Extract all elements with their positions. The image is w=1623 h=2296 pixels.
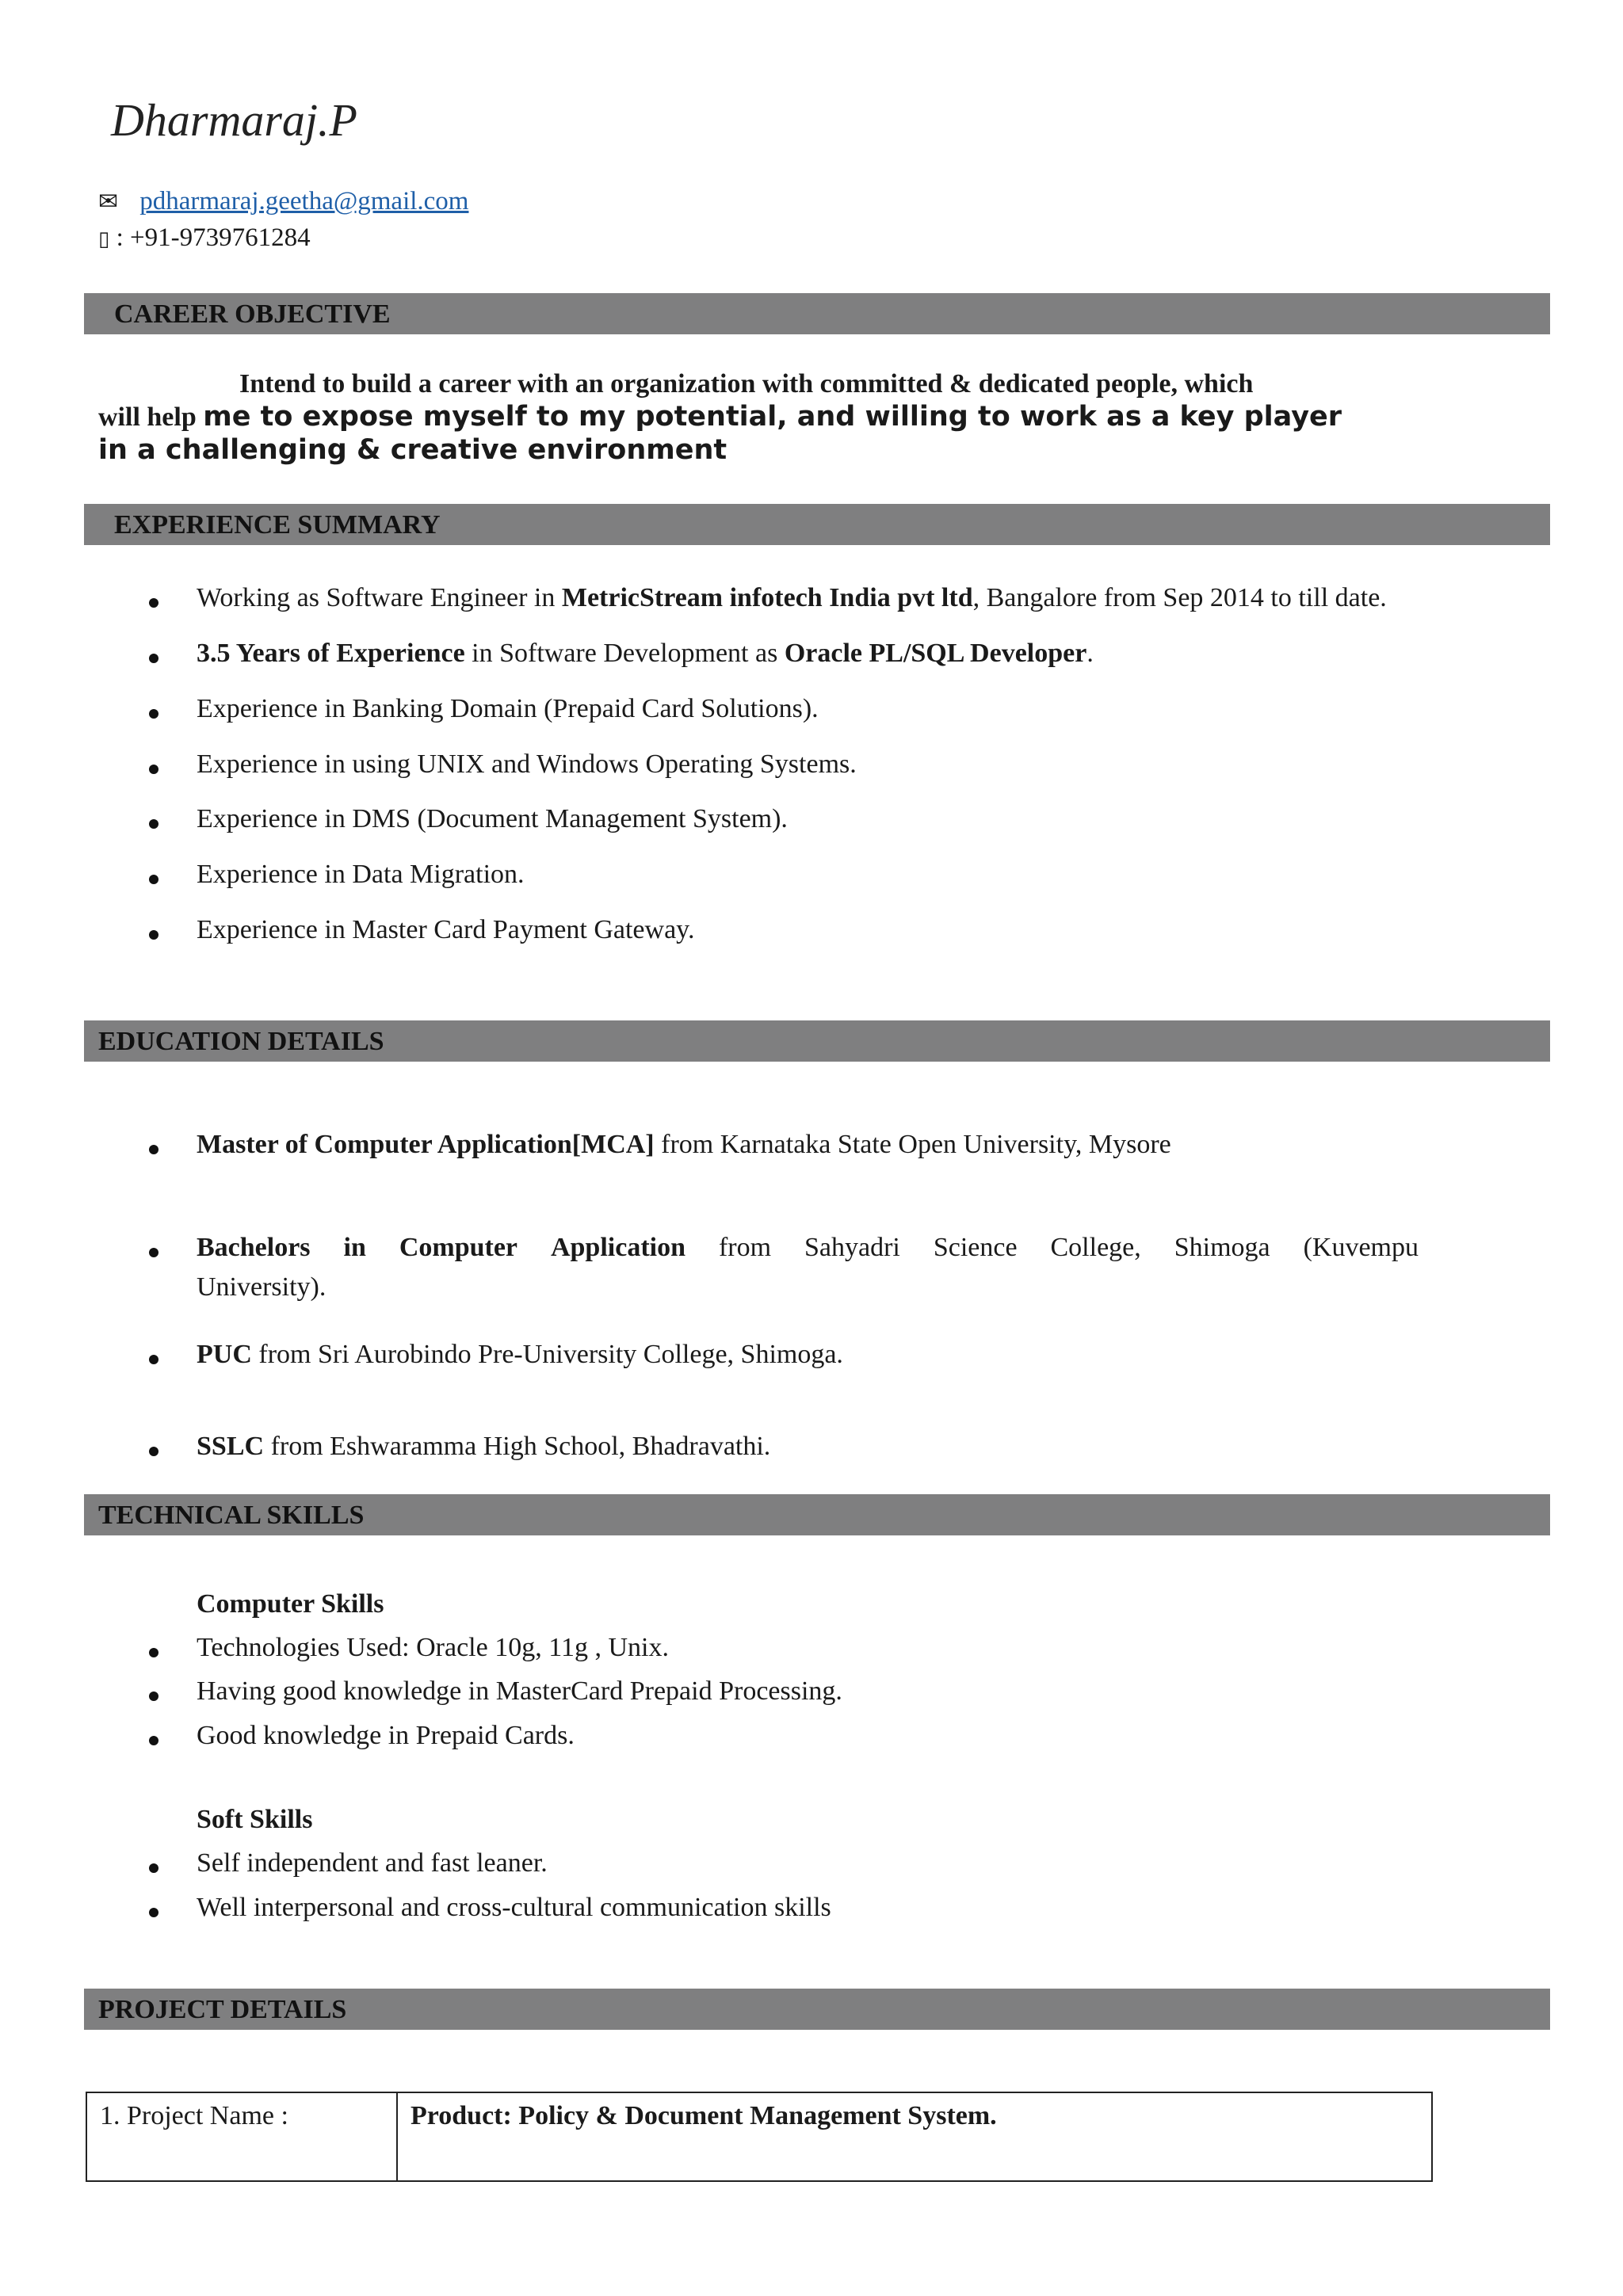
education-item-puc: PUC from Sri Aurobindo Pre-University College, Shimoga. [197,1340,843,1369]
education-item-sslc: SSLC from Eshwaramma High School, Bhadravathi. [197,1432,771,1461]
section-project-details: PROJECT DETAILS [84,1989,1550,2030]
education-item-bca-line2: University). [197,1272,327,1302]
bullet [149,1908,158,1917]
section-experience-summary: EXPERIENCE SUMMARY [84,504,1550,545]
education-item-mca: Master of Computer Application[MCA] from Karnataka State Open University, Mysore [197,1130,1171,1159]
computer-skill-item: Good knowledge in Prepaid Cards. [197,1721,575,1750]
experience-item: Experience in DMS (Document Management System). [197,804,788,833]
bullet [149,765,158,774]
bullet [149,1355,158,1364]
email-link[interactable]: pdharmaraj.geetha@gmail.com [139,187,469,215]
experience-item: Experience in Data Migration. [197,860,525,889]
phone-line [98,223,311,253]
soft-skill-item: Well interpersonal and cross-cultural communication skills [197,1893,831,1922]
bullet [149,875,158,884]
experience-item: 3.5 Years of Experience in Software Development as Oracle PL/SQL Developer. [197,639,1094,668]
bullet [149,709,158,719]
bullet [149,598,158,608]
experience-item: Experience in Banking Domain (Prepaid Card Solutions). [197,694,819,723]
objective-line-3: in a challenging & creative environment [98,434,727,466]
computer-skills-heading: Computer Skills [197,1589,384,1619]
bullet [149,654,158,663]
project-name-value: Product: Policy & Document Management System. [397,2092,1432,2181]
project-name-label: 1. Project Name : [86,2092,397,2181]
bullet [149,1145,158,1154]
bullet [149,1447,158,1456]
section-technical-skills: TECHNICAL SKILLS [84,1494,1550,1535]
computer-skill-item: Having good knowledge in MasterCard Prepaid Processing. [197,1676,842,1706]
table-row [86,2092,1432,2181]
bullet [149,819,158,829]
experience-item: Working as Software Engineer in MetricStream infotech India pvt ltd, Bangalore from Sep 2014 to till date. [197,583,1387,612]
bullet [149,1736,158,1745]
section-education-details: EDUCATION DETAILS [84,1020,1550,1062]
candidate-name: Dharmaraj.P [111,94,357,146]
objective-line-2-start: will help [98,402,204,432]
bullet [149,930,158,940]
project-table [86,2092,1433,2182]
soft-skill-item: Self independent and fast leaner. [197,1848,548,1878]
bullet [149,1648,158,1657]
envelope-icon: ✉ [98,188,119,215]
phone-icon: ▯ [98,227,110,251]
education-item-bca: Bachelors in Computer Application from Sahyadri Science College, Shimoga (Kuvempu [197,1233,1419,1262]
objective-line-2-rest: me to expose myself to my potential, and willing to work as a key player [203,401,1342,433]
bullet [149,1863,158,1873]
email-line [98,187,468,216]
experience-item: Experience in using UNIX and Windows Operating Systems. [197,749,857,779]
phone-number: : +91-9739761284 [109,223,311,252]
career-objective-text [98,369,1430,466]
bullet [149,1691,158,1701]
soft-skills-heading: Soft Skills [197,1805,313,1834]
section-career-objective: CAREER OBJECTIVE [84,293,1550,334]
bullet [149,1248,158,1257]
objective-line-1: Intend to build a career with an organization with committed & dedicated people, which [239,369,1254,399]
computer-skill-item: Technologies Used: Oracle 10g, 11g , Unix. [197,1633,669,1662]
experience-item: Experience in Master Card Payment Gateway. [197,915,695,944]
